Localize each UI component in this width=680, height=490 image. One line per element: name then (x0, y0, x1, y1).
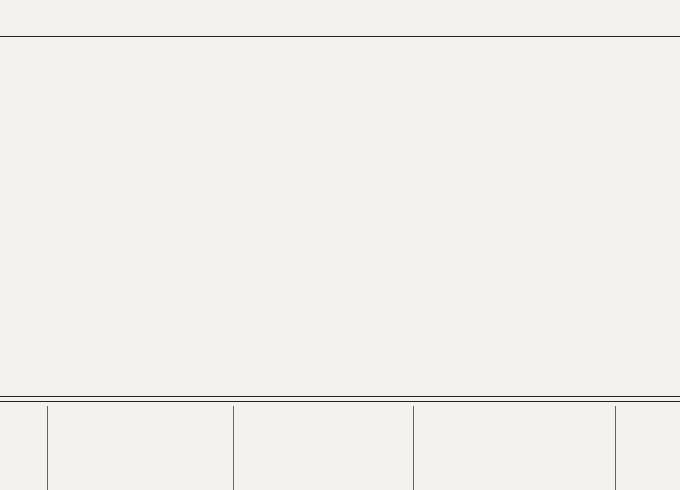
illustration-plate (0, 38, 680, 394)
article-column-2 (48, 406, 234, 490)
article-body (0, 406, 680, 490)
article-column-4 (414, 406, 616, 490)
top-rule (0, 36, 680, 37)
article-column-5 (616, 406, 680, 490)
bottom-rule (0, 396, 680, 397)
article-column-3 (234, 406, 414, 490)
article-column-1 (0, 406, 48, 490)
bottom-rule-thin (0, 401, 680, 402)
